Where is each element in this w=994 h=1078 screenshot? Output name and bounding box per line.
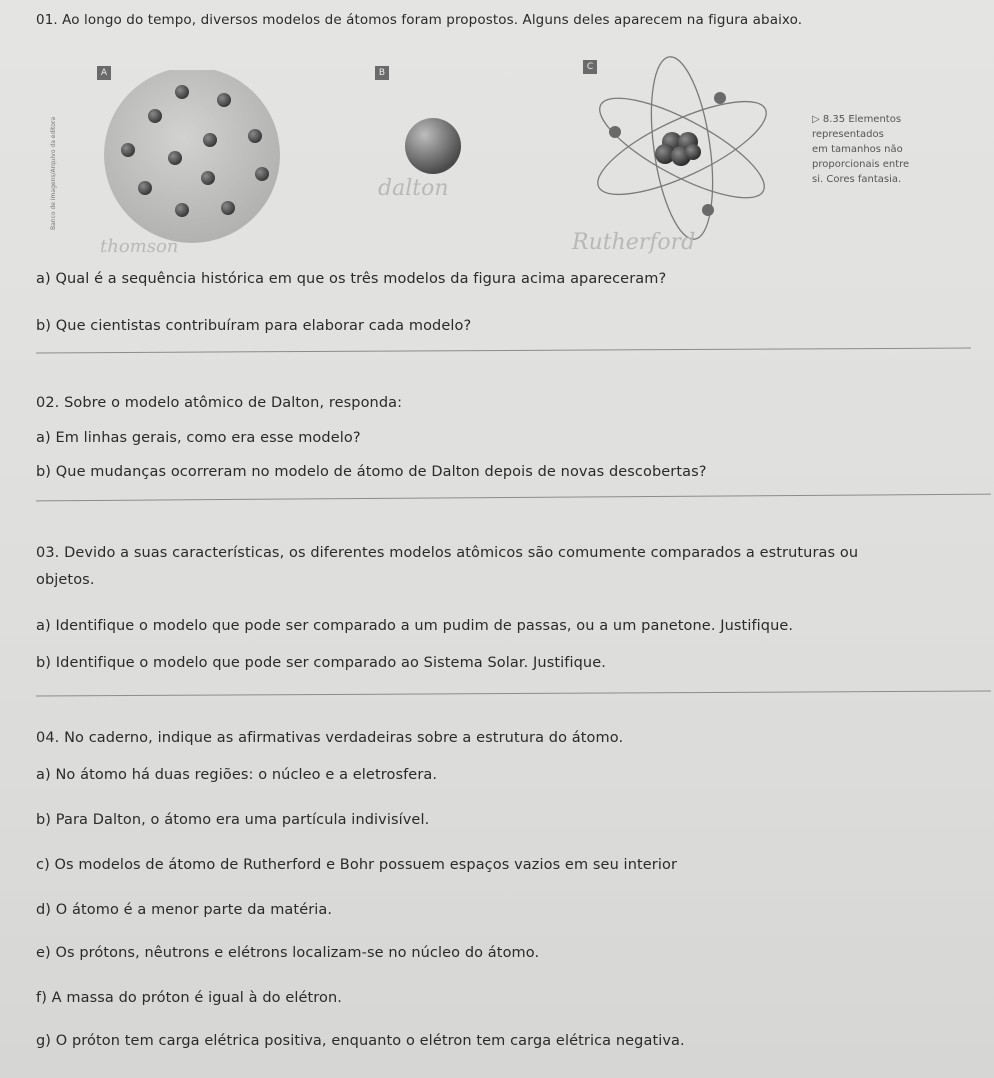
- handwritten-dalton: dalton: [378, 176, 449, 201]
- nucleus: [655, 132, 701, 166]
- figure-label-c: C: [583, 60, 597, 74]
- divider: [36, 690, 991, 696]
- q4-item-a: a) No átomo há duas regiões: o núcleo e a eletrosfera.: [36, 767, 438, 783]
- q2-item-a: a) Em linhas gerais, como era esse modelo?: [36, 430, 361, 446]
- q1-statement: 01. Ao longo do tempo, diversos modelos de átomos foram propostos. Alguns deles aparecem na figura abaixo.: [36, 12, 803, 28]
- q4-statement: 04. No caderno, indique as afirmativas verdadeiras sobre a estrutura do átomo.: [36, 730, 624, 746]
- q4-item-b: b) Para Dalton, o átomo era uma partícula indivisível.: [36, 812, 430, 828]
- q3-statement: 03. Devido a suas características, os diferentes modelos atômicos são comumente comparados a estruturas ou: [36, 545, 859, 561]
- q2-statement: 02. Sobre o modelo atômico de Dalton, responda:: [36, 395, 403, 411]
- handwritten-rutherford: Rutherford: [572, 230, 696, 255]
- q4-item-f: f) A massa do próton é igual à do elétron.: [36, 990, 342, 1006]
- dalton-model-illustration: [400, 118, 470, 178]
- q3-statement-continued: objetos.: [36, 572, 95, 588]
- figure-caption: ▷ 8.35 Elementos representados em tamanhos não proporcionais entre si. Cores fantasia.: [812, 114, 910, 185]
- figure-credit: Banco de imagens/Arquivo da editora: [50, 116, 57, 230]
- q1-item-a: a) Qual é a sequência histórica em que os três modelos da figura acima apareceram?: [36, 271, 667, 287]
- q3-item-a: a) Identifique o modelo que pode ser comparado a um pudim de passas, ou a um panetone. Justifique.: [36, 618, 794, 634]
- handwritten-thomson: thomson: [100, 236, 179, 257]
- q3-item-b: b) Identifique o modelo que pode ser comparado ao Sistema Solar. Justifique.: [36, 655, 606, 671]
- rutherford-model-illustration: [575, 50, 795, 240]
- thomson-model-illustration: [100, 70, 290, 250]
- q4-item-c: c) Os modelos de átomo de Rutherford e Bohr possuem espaços vazios em seu interior: [36, 857, 678, 873]
- q4-item-g: g) O próton tem carga elétrica positiva, enquanto o elétron tem carga elétrica negativa.: [36, 1033, 685, 1049]
- divider: [36, 348, 971, 354]
- q1-item-b: b) Que cientistas contribuíram para elaborar cada modelo?: [36, 318, 472, 334]
- figure-label-b: B: [375, 66, 389, 80]
- divider: [36, 494, 991, 502]
- q2-item-b: b) Que mudanças ocorreram no modelo de átomo de Dalton depois de novas descobertas?: [36, 464, 707, 480]
- q4-item-d: d) O átomo é a menor parte da matéria.: [36, 902, 333, 918]
- q4-item-e: e) Os prótons, nêutrons e elétrons localizam-se no núcleo do átomo.: [36, 945, 540, 961]
- figure-label-a: A: [97, 66, 111, 80]
